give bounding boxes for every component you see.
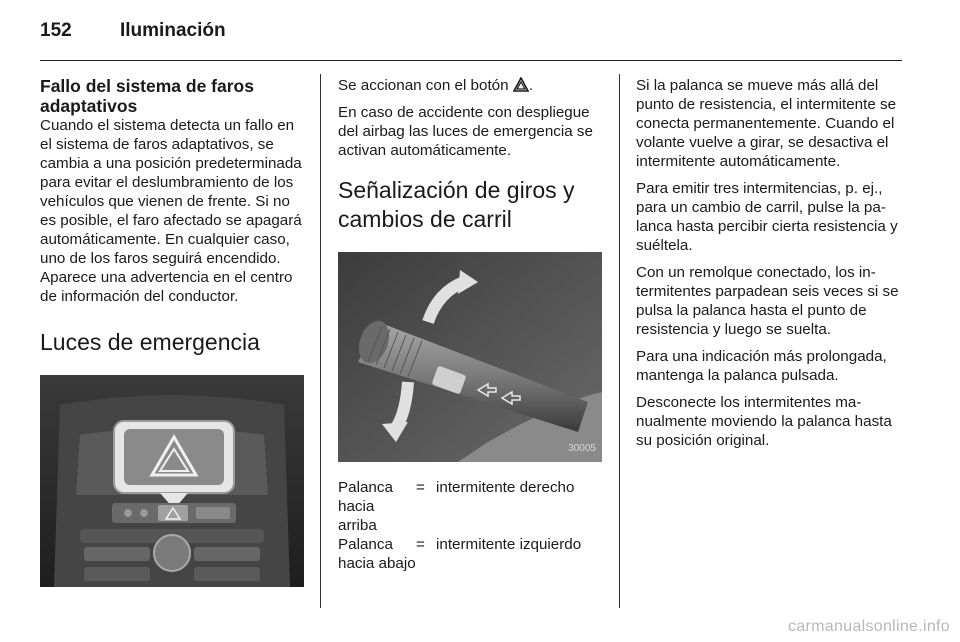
column-2	[338, 76, 602, 573]
paragraph-hazard-button	[338, 76, 602, 95]
column-1	[40, 76, 304, 587]
hazard-button-text: Se accionan con el botón	[338, 77, 509, 94]
definition-desc: intermitente izquierdo	[436, 536, 582, 553]
column-divider-2	[619, 74, 620, 608]
definition-desc: intermitente derecho	[436, 479, 575, 496]
definition-row	[338, 535, 602, 573]
hazard-button-figure	[40, 375, 304, 587]
column-divider-1	[320, 74, 321, 608]
turn-signal-lever-figure	[338, 252, 602, 462]
paragraph-three-flashes: Para emitir tres intermitencias, p. ej., para un cambio de carril, pulse la palanca hasta percibir cierta resistencia y suéltela.	[636, 180, 898, 254]
page-header	[40, 20, 226, 42]
watermark: carmanualsonline.info	[788, 618, 950, 635]
section-title-hazard: Luces de emergencia	[40, 329, 260, 355]
dashboard-illustration	[40, 375, 304, 587]
paragraph-manual-off: Desconecte los intermitentes manualmente moviendo la palanca hasta su posición original.	[636, 394, 892, 449]
definition-term: Palanca hacia abajo	[338, 536, 416, 572]
paragraph-airbag: En caso de accidente con despliegue del airbag las luces de emergencia se activan automáticamente.	[338, 104, 593, 159]
paragraph-trailer: Con un remolque conectado, los intermitentes parpadean seis veces si se pulsa la palanca hasta el punto de resistencia y luego se suelta.	[636, 264, 899, 338]
definition-equals: =	[416, 536, 425, 553]
column-3	[636, 76, 902, 458]
paragraph-resistance-point: Si la palanca se mueve más allá del punto de resistencia, el intermitente se conecta permanentemente. Cuando el volante vuelve a girar, se desactiva el intermitente automáticamente.	[636, 77, 897, 170]
definition-term: Palanca hacia arriba	[338, 479, 393, 534]
definition-equals: =	[416, 479, 425, 496]
hazard-button-text-end: .	[528, 77, 534, 94]
section-heading-adaptive-failure: Fallo del sistema de faros adaptativos	[40, 76, 254, 116]
header-rule	[40, 60, 902, 61]
lever-illustration	[338, 252, 602, 462]
definition-row	[338, 478, 602, 535]
page-title: Iluminación	[120, 20, 226, 41]
section-title-turn-signals: Señalización de giros y cambios de carril	[338, 177, 575, 232]
paragraph-longer-indication: Para una indicación más prolongada, mantenga la palanca pulsada.	[636, 348, 887, 384]
hazard-triangle-icon	[513, 77, 529, 92]
paragraph-adaptive-failure: Cuando el sistema detecta un fallo en el sistema de faros adaptativos, se cambia a una posición predeterminada para evitar el deslumbramiento de los vehículos que vienen de frente. Si no es posible, el faro afectado se apagará automáticamente. En cualquier caso, uno de los faros seguirá encendido. Aparece una advertencia en el centro de información del conductor.	[40, 117, 302, 305]
figure-number: 30005	[568, 443, 596, 454]
page-number: 152	[40, 20, 72, 41]
